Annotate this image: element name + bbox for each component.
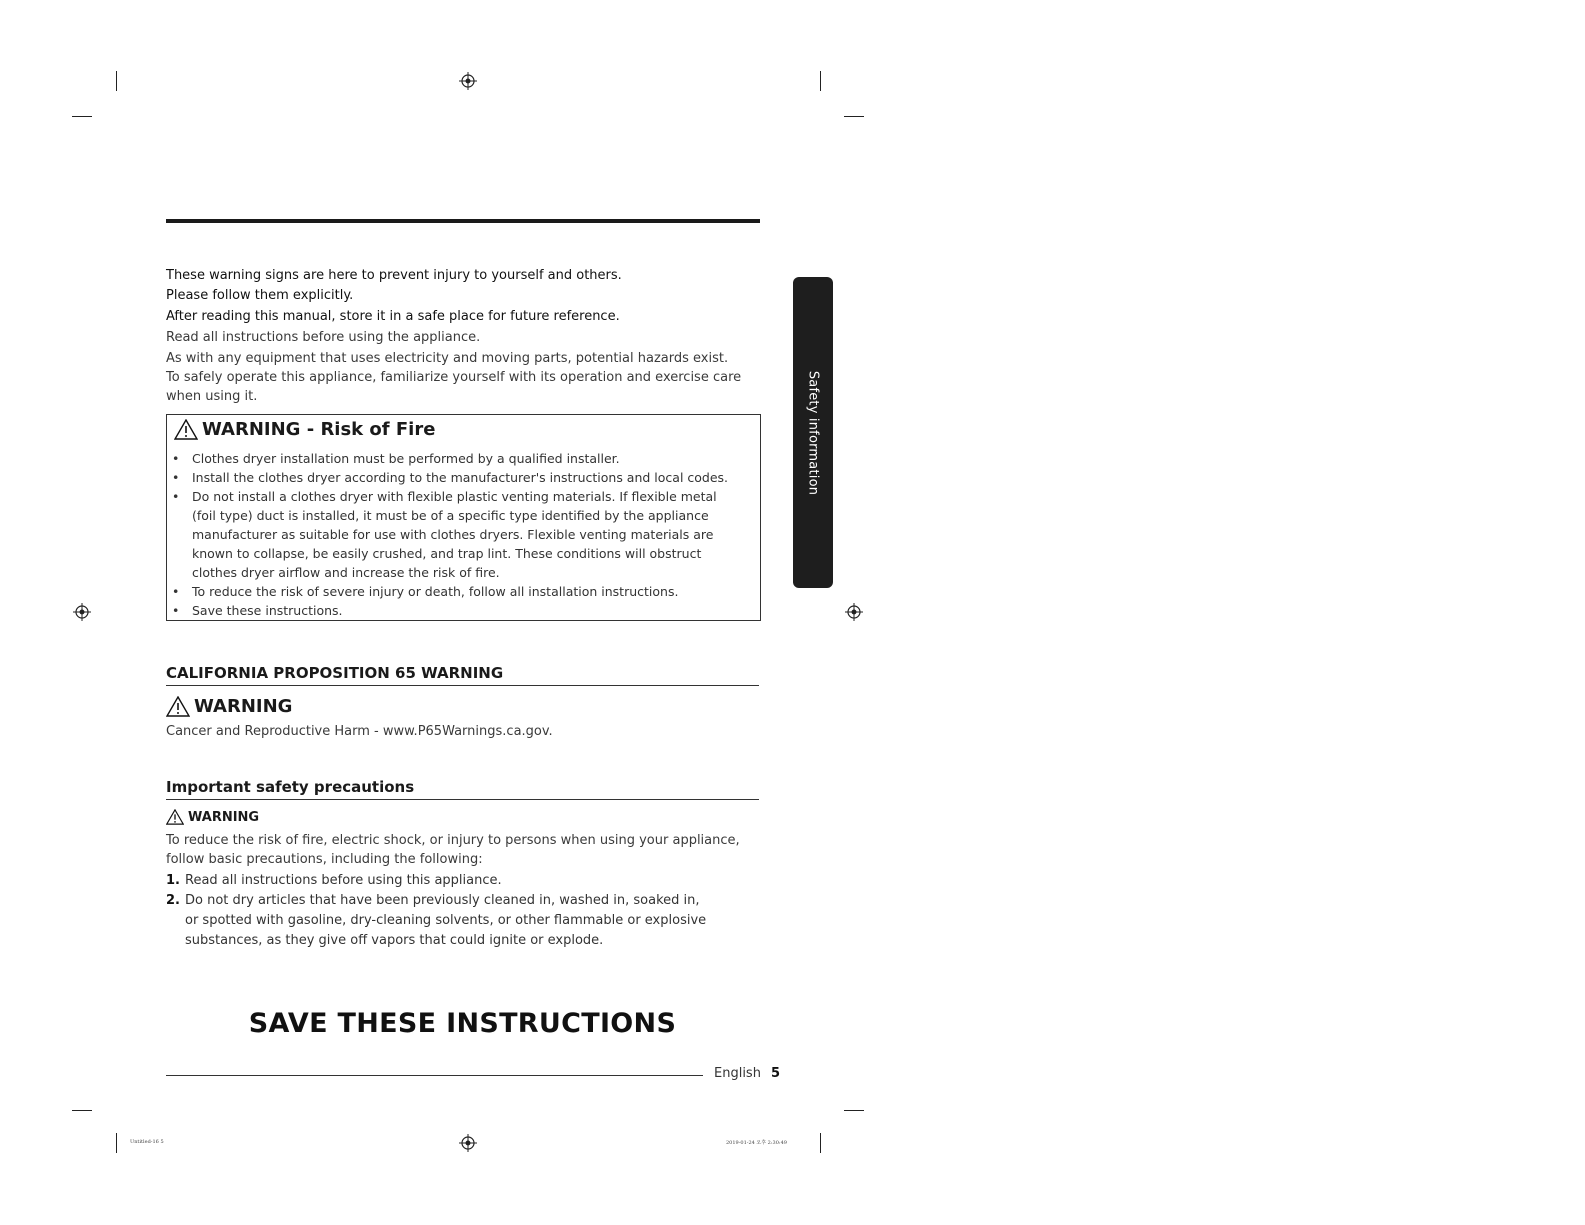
fire-warning-bullet: • Clothes dryer installation must be performed by a qualified installer.	[172, 451, 620, 466]
fire-warning-bullet-continuation: known to collapse, be easily crushed, and trap lint. These conditions will obstruct	[192, 546, 702, 561]
precaution-item-continuation: or spotted with gasoline, dry-cleaning solvents, or other flammable or explosive	[185, 913, 707, 928]
crop-mark	[820, 71, 821, 91]
fire-warning-bullet: • To reduce the risk of severe injury or death, follow all installation instructions.	[172, 584, 679, 599]
fire-warning-title	[174, 419, 435, 440]
precautions-intro-line: follow basic precautions, including the following:	[166, 852, 483, 867]
warning-triangle-icon	[166, 809, 184, 825]
crop-mark	[844, 116, 864, 117]
fire-warning-bullet: • Save these instructions.	[172, 603, 343, 618]
precautions-warning	[166, 809, 259, 825]
prop65-warning-label: WARNING	[194, 696, 293, 717]
intro-line: These warning signs are here to prevent injury to yourself and others.	[166, 268, 622, 283]
fire-warning-title-text: WARNING - Risk of Fire	[202, 419, 436, 440]
crop-mark	[116, 1133, 117, 1153]
fire-warning-bullet-continuation: (foil type) duct is installed, it must be of a specific type identified by the appliance	[192, 508, 709, 523]
intro-line: After reading this manual, store it in a safe place for future reference.	[166, 309, 620, 324]
precautions-warning-label: WARNING	[188, 809, 260, 825]
footer-rule	[166, 1075, 703, 1076]
crop-mark	[116, 71, 117, 91]
precaution-item: 2. Do not dry articles that have been previously cleaned in, washed in, soaked in,	[166, 893, 700, 908]
print-slug-left: Untitled-16 5	[130, 1139, 164, 1145]
precautions-intro-line: To reduce the risk of fire, electric shock, or injury to persons when using your appliance,	[166, 833, 740, 848]
fire-warning-bullet: • Do not install a clothes dryer with flexible plastic venting materials. If flexible metal	[172, 489, 717, 504]
prop65-text: Cancer and Reproductive Harm - www.P65Warnings.ca.gov.	[166, 724, 553, 739]
precaution-item-continuation: substances, as they give off vapors that could ignite or explode.	[185, 933, 604, 948]
crop-mark	[72, 1110, 92, 1111]
registration-mark-icon	[459, 1134, 477, 1152]
prop65-heading: CALIFORNIA PROPOSITION 65 WARNING	[166, 664, 759, 686]
registration-mark-icon	[845, 603, 863, 621]
footer-language: English	[714, 1066, 761, 1081]
intro-line: To safely operate this appliance, familiarize yourself with its operation and exercise care	[166, 370, 742, 385]
registration-mark-icon	[73, 603, 91, 621]
precautions-heading: Important safety precautions	[166, 778, 759, 800]
footer	[714, 1066, 780, 1081]
precaution-item: 1. Read all instructions before using this appliance.	[166, 873, 502, 888]
fire-warning-bullet-continuation: manufacturer as suitable for use with clothes dryers. Flexible venting materials are	[192, 527, 714, 542]
side-tab-label: Safety information	[805, 370, 821, 495]
intro-line: As with any equipment that uses electricity and moving parts, potential hazards exist.	[166, 351, 729, 366]
registration-mark-icon	[459, 72, 477, 90]
crop-mark	[844, 1110, 864, 1111]
warning-triangle-icon	[166, 696, 190, 717]
prop65-warning	[166, 696, 292, 717]
crop-mark	[72, 116, 92, 117]
print-slug-right: 2019-01-24 오후 2:30:49	[726, 1140, 787, 1146]
warning-triangle-icon	[174, 419, 198, 440]
intro-line: when using it.	[166, 389, 258, 404]
top-rule	[166, 219, 760, 223]
crop-mark	[820, 1133, 821, 1153]
fire-warning-box	[166, 414, 761, 621]
fire-warning-bullet: • Install the clothes dryer according to the manufacturer's instructions and local codes.	[172, 470, 729, 485]
fire-warning-bullet-continuation: clothes dryer airflow and increase the risk of fire.	[192, 565, 500, 580]
section-side-tab	[793, 277, 833, 588]
intro-line: Please follow them explicitly.	[166, 288, 354, 303]
save-instructions-banner: SAVE THESE INSTRUCTIONS	[248, 1008, 677, 1039]
page-number: 5	[770, 1066, 780, 1081]
intro-line: Read all instructions before using the appliance.	[166, 330, 481, 345]
